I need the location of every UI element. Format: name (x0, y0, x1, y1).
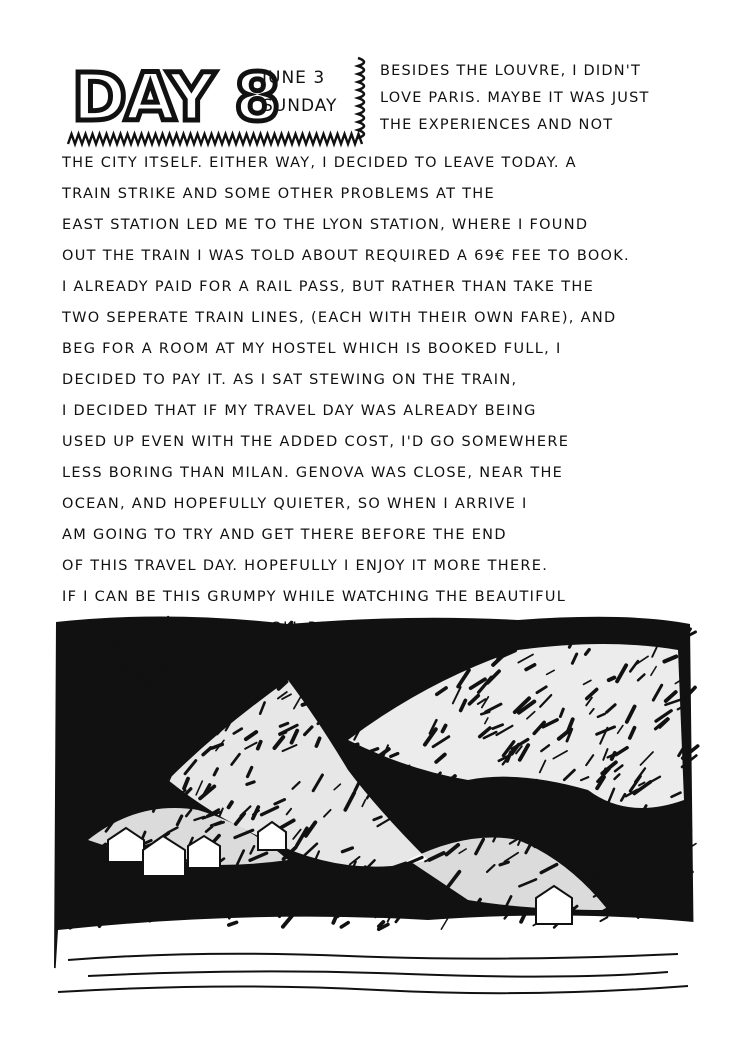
text-line: AM GOING TO TRY AND GET THERE BEFORE THE END (62, 527, 507, 543)
day-title (70, 58, 279, 136)
weekday-line: SUNDAY (262, 96, 338, 116)
text-line: I DECIDED THAT IF MY TRAVEL DAY WAS ALREADY BEING (62, 403, 537, 419)
day-title-lettering (70, 58, 279, 136)
svg-text:DAY 8: DAY 8 (72, 59, 279, 136)
text-line: TRAIN STRIKE AND SOME OTHER PROBLEMS AT THE (62, 186, 495, 202)
ink-drawing-canvas (48, 610, 698, 1005)
text-line: THE EXPERIENCES AND NOT (380, 117, 614, 133)
date-line: JUNE 3 (262, 68, 326, 88)
text-line: OUT THE TRAIN I WAS TOLD ABOUT REQUIRED A 69€ FEE TO BOOK. (62, 248, 630, 264)
text-line: I ALREADY PAID FOR A RAIL PASS, BUT RATHER THAN TAKE THE (62, 279, 595, 295)
text-line: BEG FOR A ROOM AT MY HOSTEL WHICH IS BOOKED FULL, I (62, 341, 562, 357)
text-line: BESIDES THE LOUVRE, I DIDN'T (380, 63, 642, 79)
journal-body (62, 148, 702, 644)
text-line: TWO SEPERATE TRAIN LINES, (EACH WITH THEIR OWN FARE), AND (62, 310, 617, 326)
text-line: IF I CAN BE THIS GRUMPY WHILE WATCHING THE BEAUTIFUL (62, 589, 567, 605)
vertical-squiggle-divider (352, 56, 374, 138)
text-line: DECIDED TO PAY IT. AS I SAT STEWING ON THE TRAIN, (62, 372, 518, 388)
text-line: OF THIS TRAVEL DAY. HOPEFULLY I ENJOY IT MORE THERE. (62, 558, 549, 574)
text-line: OCEAN, AND HOPEFULLY QUIETER, SO WHEN I ARRIVE I (62, 496, 528, 512)
text-line: LESS BORING THAN MILAN. GENOVA WAS CLOSE, NEAR THE (62, 465, 564, 481)
text-line: LOVE PARIS. MAYBE IT WAS JUST (380, 90, 650, 106)
text-line: USED UP EVEN WITH THE ADDED COST, I'D GO SOMEWHERE (62, 434, 570, 450)
text-line: EAST STATION LED ME TO THE LYON STATION, WHERE I FOUND (62, 217, 589, 233)
text-line: THE CITY ITSELF. EITHER WAY, I DECIDED TO LEAVE TODAY. A (62, 155, 577, 171)
mountain-village-ink-drawing (48, 610, 698, 1005)
intro-paragraph (380, 58, 680, 139)
date-block (262, 64, 337, 120)
